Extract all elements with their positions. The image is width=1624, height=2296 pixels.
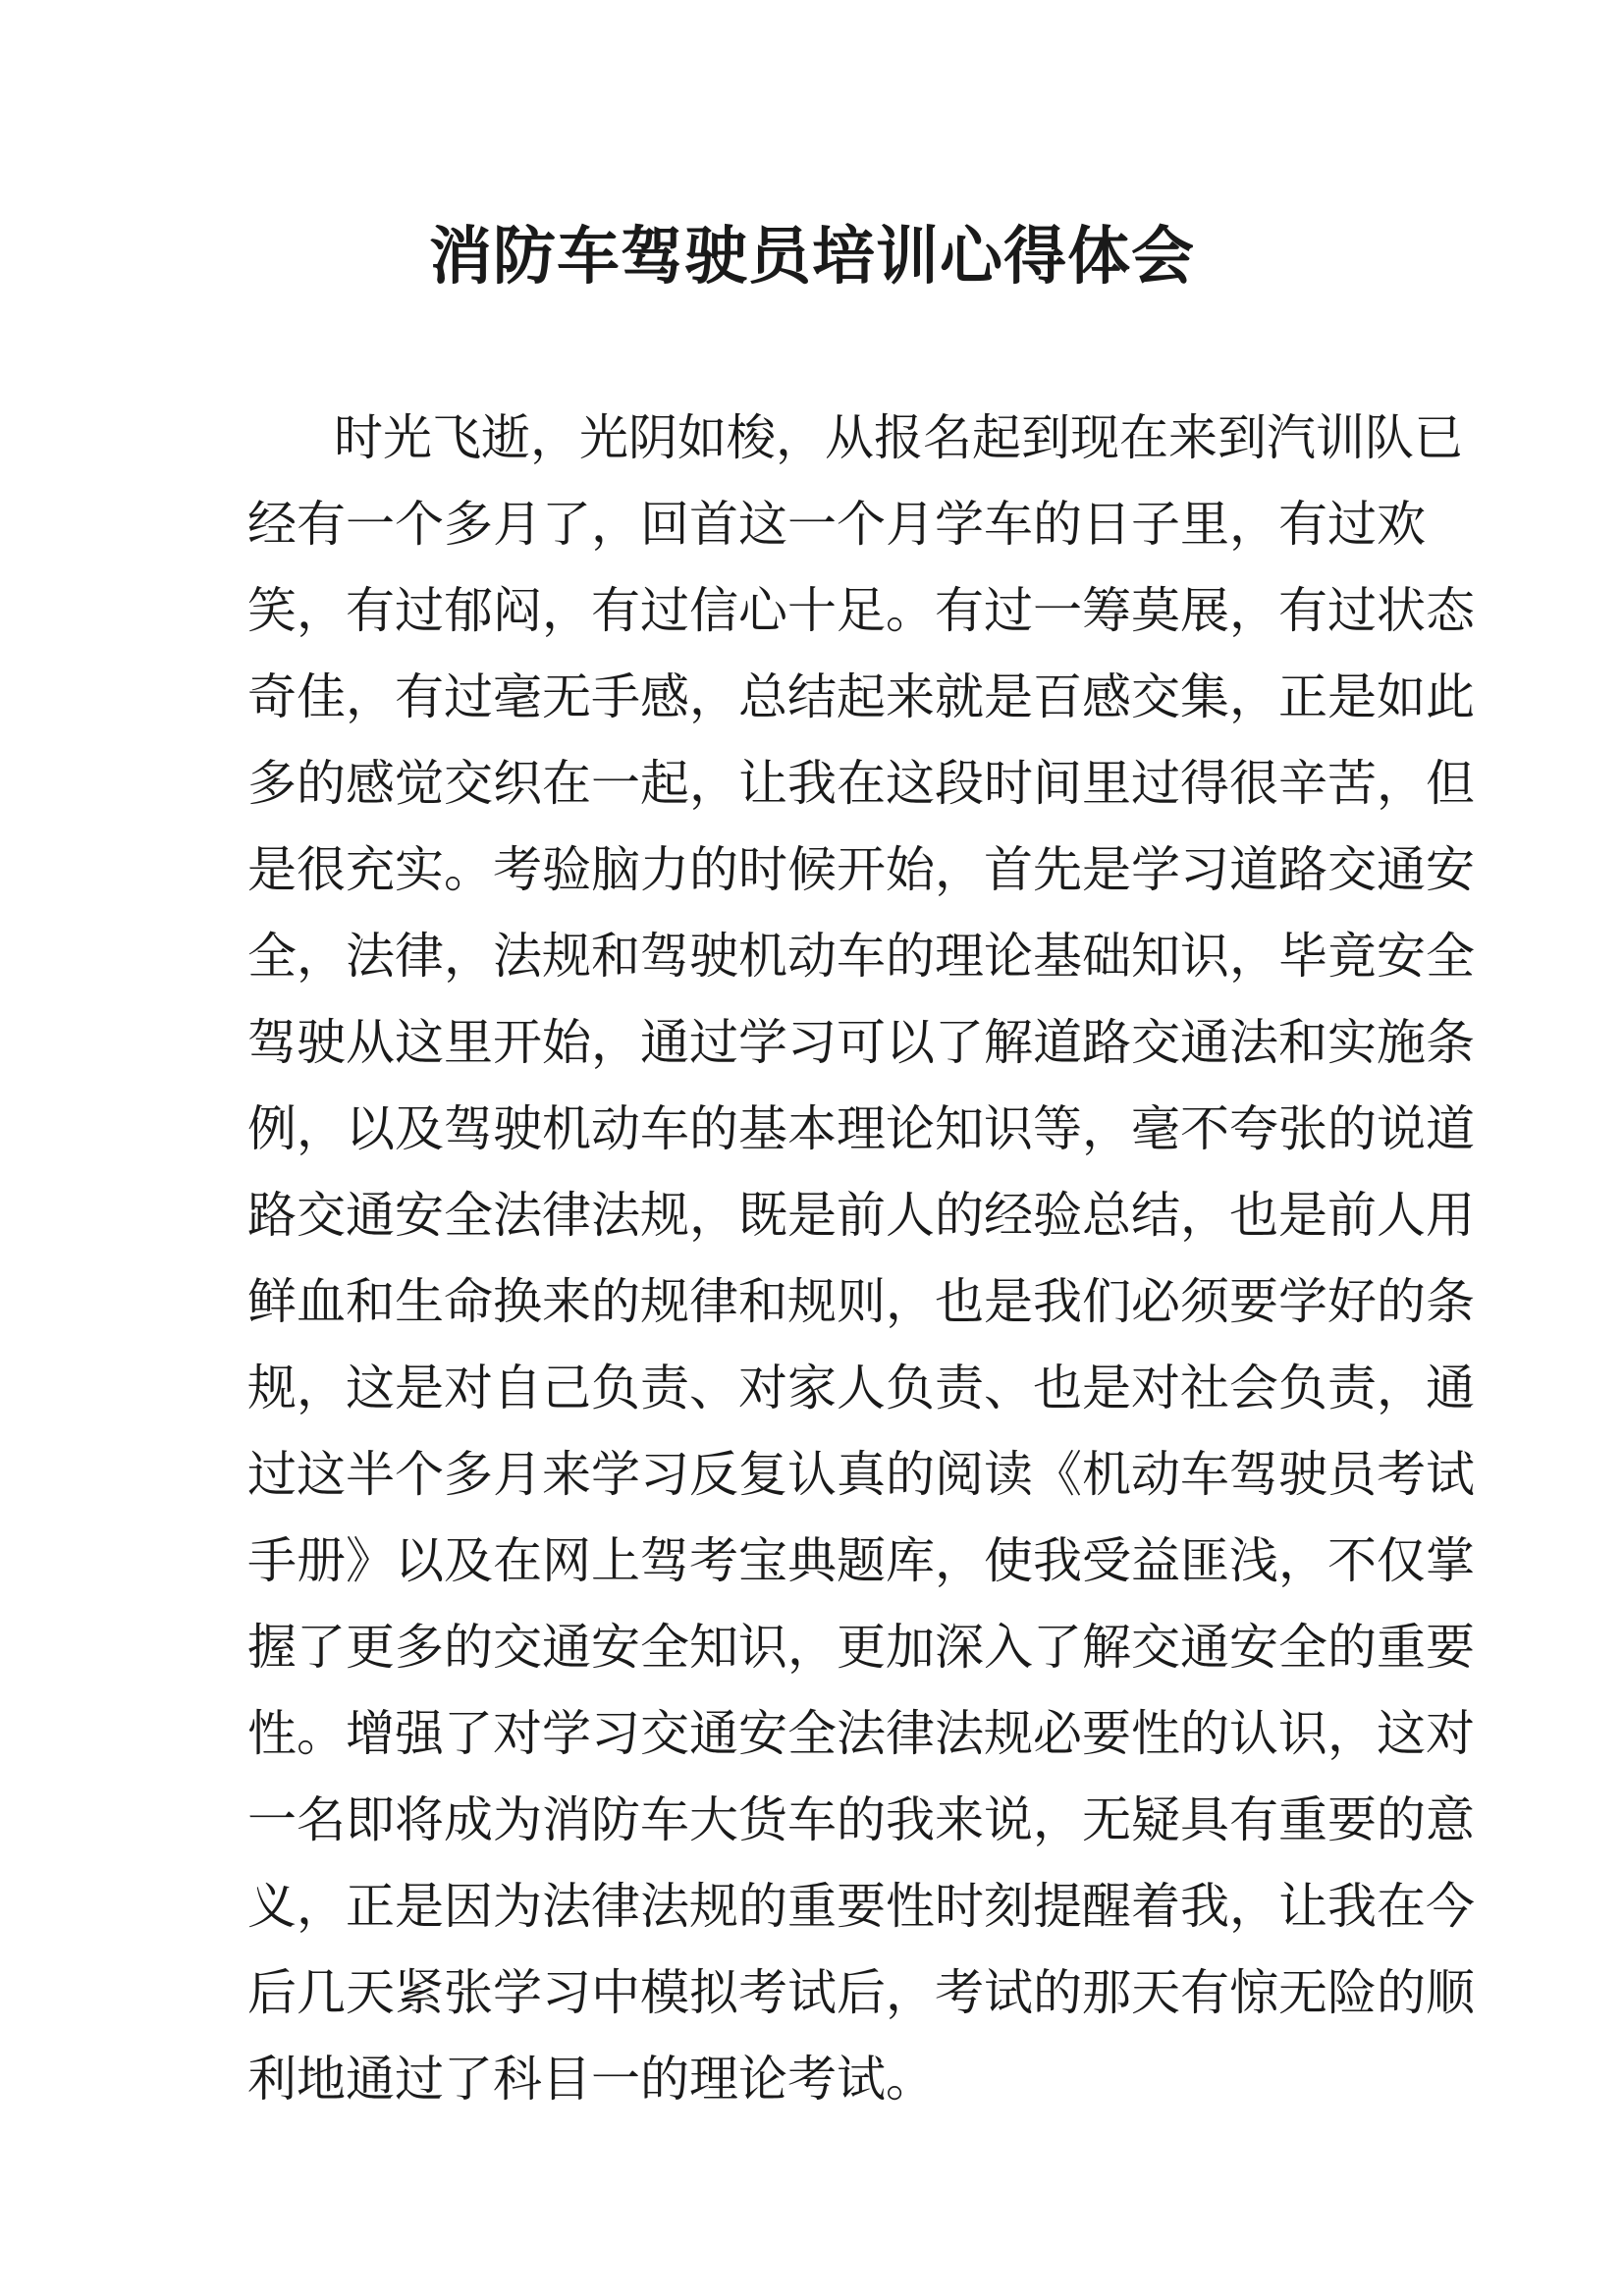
body-line: 多的感觉交织在一起，让我在这段时间里过得很辛苦，但 [247, 755, 1475, 812]
body-line: 例，以及驾驶机动车的基本理论知识等，毫不夸张的说道 [247, 1100, 1475, 1157]
body-line: 时光飞逝，光阴如梭，从报名起到现在来到汽训队已 [334, 409, 1463, 466]
body-line: 笑，有过郁闷，有过信心十足。有过一筹莫展，有过状态 [247, 582, 1475, 639]
body-line: 一名即将成为消防车大货车的我来说，无疑具有重要的意 [247, 1791, 1475, 1848]
document-title: 消防车驾驶员培训心得体会 [429, 221, 1195, 294]
body-line: 奇佳，有过毫无手感，总结起来就是百感交集，正是如此 [247, 668, 1475, 725]
body-line: 过这半个多月来学习反复认真的阅读《机动车驾驶员考试 [247, 1446, 1475, 1503]
body-line: 驾驶从这里开始，通过学习可以了解道路交通法和实施条 [247, 1014, 1475, 1071]
body-line: 全，法律，法规和驾驶机动车的理论基础知识，毕竟安全 [247, 928, 1475, 985]
body-line: 后几天紧张学习中模拟考试后，考试的那天有惊无险的顺 [247, 1964, 1475, 2021]
body-line: 鲜血和生命换来的规律和规则，也是我们必须要学好的条 [247, 1273, 1475, 1330]
body-line: 规，这是对自己负责、对家人负责、也是对社会负责，通 [247, 1360, 1475, 1416]
body-line: 路交通安全法律法规，既是前人的经验总结，也是前人用 [247, 1187, 1475, 1244]
document-body [247, 395, 1475, 2122]
body-line: 经有一个多月了，回首这一个月学车的日子里，有过欢 [247, 496, 1426, 553]
body-line: 性。增强了对学习交通安全法律法规必要性的认识，这对 [247, 1705, 1475, 1762]
body-line: 利地通过了科目一的理论考试。 [247, 2051, 935, 2108]
body-line: 是很充实。考验脑力的时候开始，首先是学习道路交通安 [247, 841, 1475, 898]
body-line: 手册》以及在网上驾考宝典题库，使我受益匪浅，不仅掌 [247, 1532, 1475, 1589]
body-line: 握了更多的交通安全知识，更加深入了解交通安全的重要 [247, 1619, 1475, 1676]
body-line: 义，正是因为法律法规的重要性时刻提醒着我，让我在今 [247, 1878, 1475, 1935]
